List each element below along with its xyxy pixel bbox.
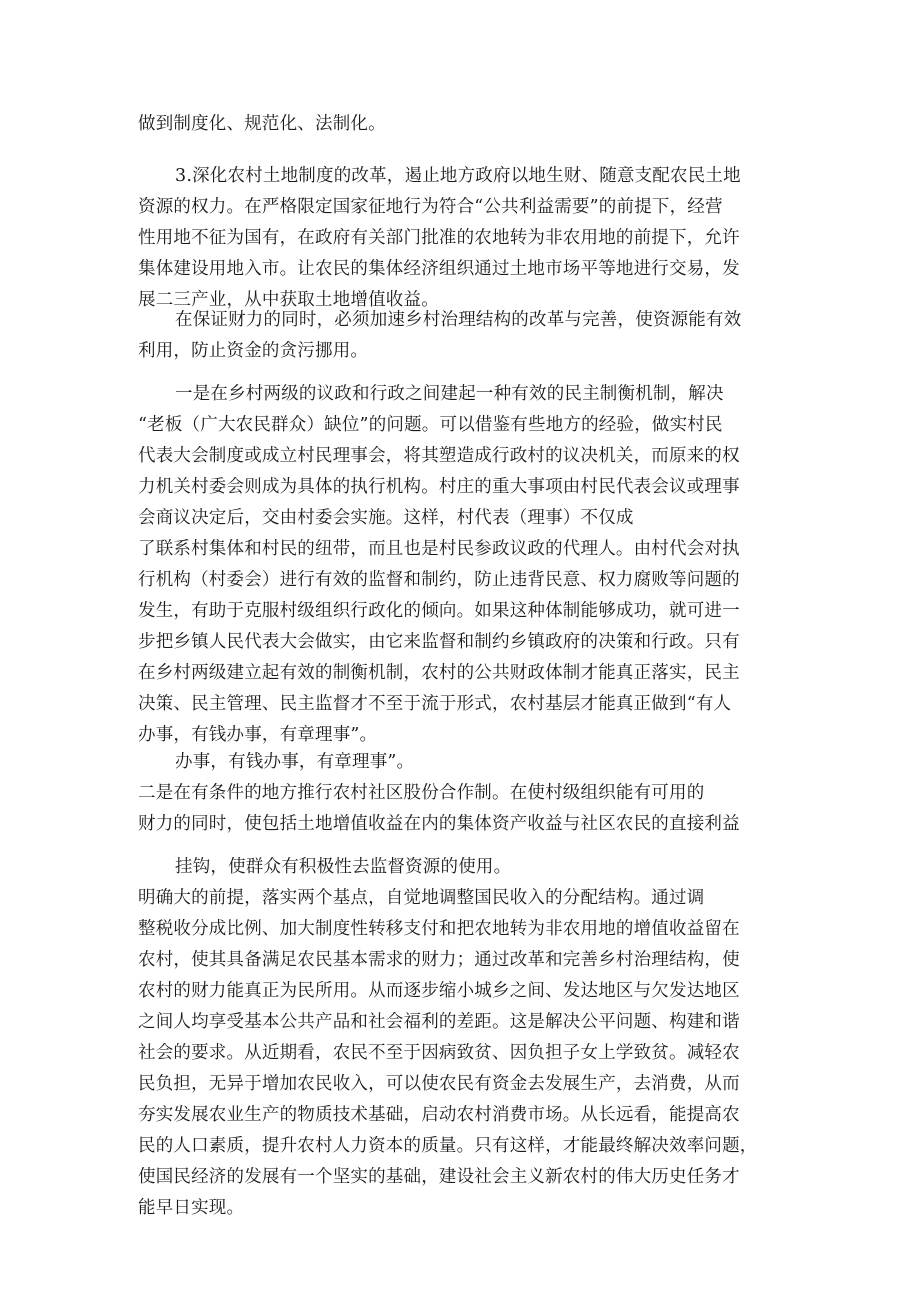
text-line: 力机关村委会则成为具体的执行机构。村庄的重大事项由村民代表会议或理事 <box>138 477 740 497</box>
text-line: 使国民经济的发展有一个坚实的基础，建设社会主义新农村的伟大历史任务才 <box>138 1167 740 1187</box>
text-line: 社会的要求。从近期看，农民不至于因病致贫、因负担子女上学致贫。减轻农 <box>138 1043 740 1063</box>
text-line: 二是在有条件的地方推行农村社区股份合作制。在使村级组织能有可用的 <box>138 783 705 803</box>
text-line: 在保证财力的同时，必须加速乡村治理结构的改革与完善，使资源能有效 <box>175 310 742 330</box>
text-line: 决策、民主管理、民主监督才不至于流于形式，农村基层才能真正做到“有人 <box>138 694 732 714</box>
text-line: 代表大会制度或成立村民理事会，将其塑造成行政村的议决机关，而原来的权 <box>138 446 740 466</box>
text-line: 农村，使其具备满足农民基本需求的财力；通过改革和完善乡村治理结构，使 <box>138 950 740 970</box>
text-line: 行机构（村委会）进行有效的监督和制约，防止违背民意、权力腐败等问题的 <box>138 570 740 590</box>
text-line: 民负担，无异于增加农民收入，可以使农民有资金去发展生产，去消费，从而 <box>138 1074 740 1094</box>
text-line: 会商议决定后，交由村委会实施。这样，村代表（理事）不仅成 <box>138 508 634 528</box>
text-line: 农村的财力能真正为民所用。从而逐步缩小城乡之间、发达地区与欠发达地区 <box>138 981 740 1001</box>
text-line: 了联系村集体和村民的纽带，而且也是村民参政议政的代理人。由村代会对执 <box>138 539 740 559</box>
text-line: 集体建设用地入市。让农民的集体经济组织通过土地市场平等地进行交易，发 <box>138 259 740 279</box>
text-line: 资源的权力。在严格限定国家征地行为符合“公共利益需要”的前提下，经营 <box>138 197 723 217</box>
text-line: 在乡村两级建立起有效的制衡机制，农村的公共财政体制才能真正落实，民主 <box>138 663 740 683</box>
text-line: 3.深化农村土地制度的改革，遏止地方政府以地生财、随意支配农民土地 <box>175 166 741 186</box>
text-line: 挂钩，使群众有积极性去监督资源的使用。 <box>175 857 512 877</box>
text-line: 之间人均享受基本公共产品和社会福利的差距。这是解决公平问题、构建和谐 <box>138 1012 740 1032</box>
text-line: 办事，有钱办事，有章理事”。 <box>175 752 415 772</box>
text-line: 办事，有钱办事，有章理事”。 <box>138 725 378 745</box>
text-line: 明确大的前提，落实两个基点，自觉地调整国民收入的分配结构。通过调 <box>138 888 705 908</box>
text-line: 民的人口素质，提升农村人力资本的质量。只有这样，才能最终解决效率问题， <box>138 1136 758 1156</box>
text-line: 步把乡镇人民代表大会做实，由它来监督和制约乡镇政府的决策和行政。只有 <box>138 632 740 652</box>
text-line: 一是在乡村两级的议政和行政之间建起一种有效的民主制衡机制，解决 <box>175 384 724 404</box>
text-line: 财力的同时，使包括土地增值收益在内的集体资产收益与社区农民的直接利益 <box>138 814 740 834</box>
text-line: “老板（广大农民群众）缺位”的问题。可以借鉴有些地方的经验，做实村民 <box>138 415 723 435</box>
text-line: 发生，有助于克服村级组织行政化的倾向。如果这种体制能够成功，就可进一 <box>138 601 740 621</box>
text-line: 利用，防止资金的贪污挪用。 <box>138 341 369 361</box>
text-line: 展二三产业，从中获取土地增值收益。 <box>138 290 439 310</box>
text-line: 整税收分成比例、加大制度性转移支付和把农地转为非农用地的增值收益留在 <box>138 919 740 939</box>
text-line: 性用地不征为国有，在政府有关部门批准的农地转为非农用地的前提下，允许 <box>138 228 740 248</box>
text-line: 做到制度化、规范化、法制化。 <box>138 114 386 134</box>
text-line: 能早日实现。 <box>138 1198 245 1218</box>
text-line: 夯实发展农业生产的物质技术基础，启动农村消费市场。从长远看，能提高农 <box>138 1105 740 1125</box>
